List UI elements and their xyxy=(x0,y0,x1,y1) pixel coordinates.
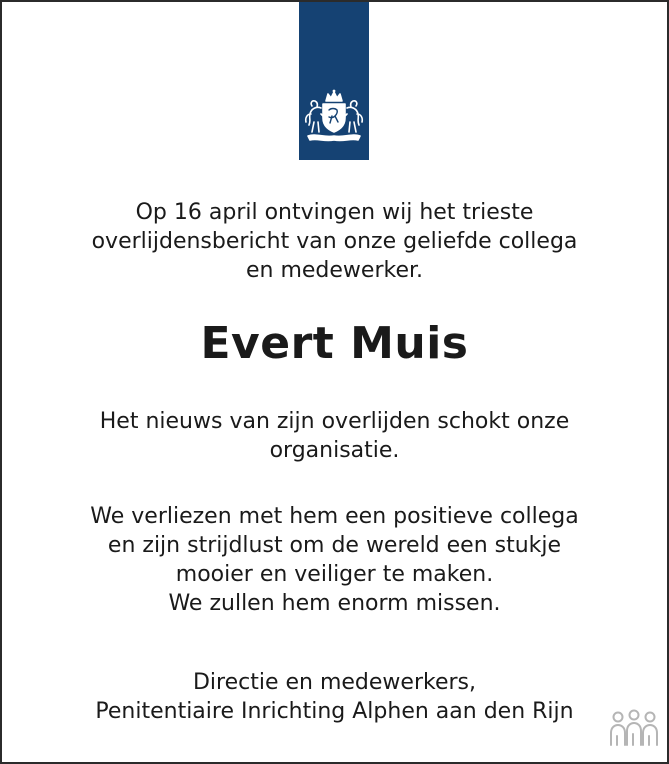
message-paragraph-1 xyxy=(20,407,649,465)
paragraph-line: organisatie. xyxy=(269,438,400,463)
coat-of-arms-icon xyxy=(302,88,366,146)
intro-line: en medewerker. xyxy=(245,258,424,283)
signature-line: Penitentiaire Inrichting Alphen aan den Rijn xyxy=(95,699,574,724)
people-group-icon xyxy=(608,709,660,749)
paragraph-line: Het nieuws van zijn overlijden schokt onze xyxy=(99,409,570,434)
government-logo-band xyxy=(299,2,369,160)
signature xyxy=(20,668,649,726)
intro-line: overlijdensbericht van onze geliefde collega xyxy=(91,229,578,254)
signature-line: Directie en medewerkers, xyxy=(192,670,476,695)
intro-text xyxy=(20,198,649,285)
paragraph-line: en zijn strijdlust om de wereld een stukje xyxy=(107,533,562,558)
paragraph-line: We verliezen met hem een positieve collega xyxy=(90,504,579,529)
paragraph-line: mooier en veiliger te maken. xyxy=(175,562,494,587)
deceased-name: Evert Muis xyxy=(200,318,469,369)
intro-line: Op 16 april ontvingen wij het trieste xyxy=(135,200,534,225)
message-paragraph-2 xyxy=(20,502,649,618)
paragraph-line: We zullen hem enorm missen. xyxy=(168,591,501,616)
